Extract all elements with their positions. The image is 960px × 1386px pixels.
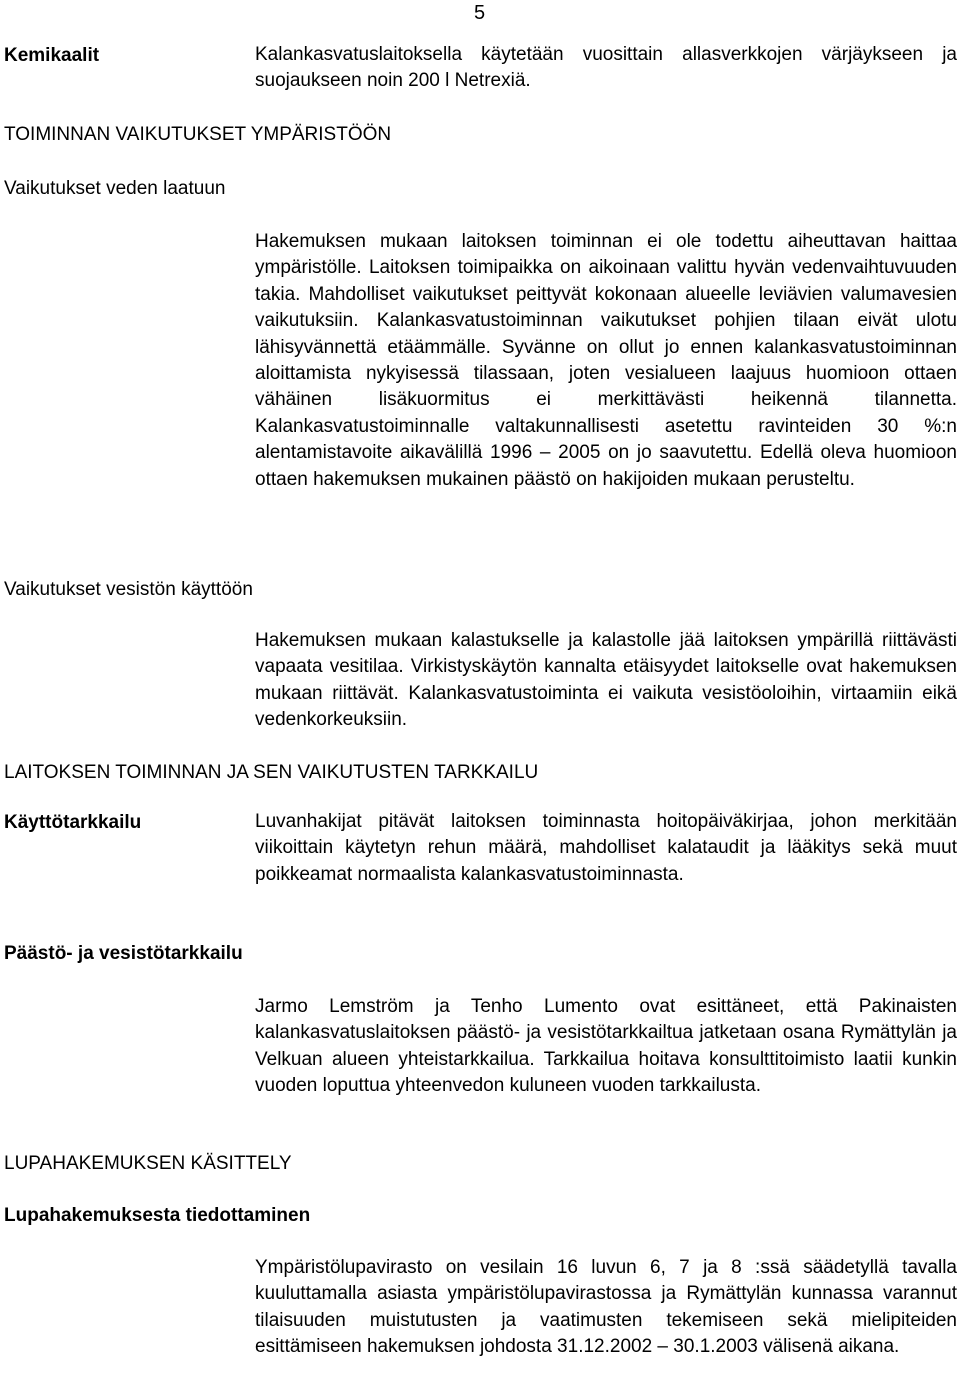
heading-kemikaalit: Kemikaalit [4, 45, 100, 66]
heading-vesiston-kayttoon: Vaikutukset vesistön käyttöön [4, 579, 253, 600]
heading-paasto-tarkkailu: Päästö- ja vesistötarkkailu [4, 943, 243, 964]
heading-veden-laatuun: Vaikutukset veden laatuun [4, 178, 226, 199]
paragraph-tiedottaminen: Ympäristölupavirasto on vesilain 16 luvun 6, 7 ja 8 :ssä säädetyllä tavalla kuuluttamalla asiasta ympäristölupavirastossa ja Rymättylän kunnassa varannut tilaisuuden muistutusten ja vaatimusten tekemiseen sekä mielipiteiden esittämiseen hakemuksen johdosta 31.12.2002 – 30.1.2003 välisenä aikana. [255, 1257, 957, 1358]
paragraph-paasto-tarkkailu: Jarmo Lemström ja Tenho Lumento ovat esittäneet, että Pakinaisten kalankasvatuslaitoksen päästö- ja vesistötarkkailtua jatketaan osana Rymättylän ja Velkuan alueen yhteistarkkailua. Tarkkailua hoitava konsulttitoimisto laatii kunkin vuoden loputtua yhteenvedon kuluneen vuoden tarkkailusta. [255, 996, 957, 1097]
paragraph-veden-laatuun: Hakemuksen mukaan laitoksen toiminnan ei ole todettu aiheuttavan haittaa ympäristölle. Laitoksen toimipaikka on aikoinaan valittu hyvän vedenvaihtuvuuden takia. Mahdolliset vaikutukset peittyvät kokonaan alueelle leviävien valumavesien vaikutuksiin. Kalankasvatustoiminnan vaikutukset pohjien tilaan eivät ulotu lähisyvännettä etäämmälle. Syvänne on ollut jo ennen kalankasvatustoiminnan aloittamista nykyisessä tilassaan, joten vesialueen laajuus huomioon ottaen vähäinen lisäkuormitus ei merkittävästi heikennä tilannetta. Kalankasvatustoiminnalle valtakunnallisesti asetettu ravinteiden 30 %:n alentamistavoite aikavälillä 1996 – 2005 on jo saavutettu. Edellä oleva huomioon ottaen hakemuksen mukainen päästö on hakijoiden mukaan perusteltu. [255, 231, 957, 490]
heading-tiedottaminen: Lupahakemuksesta tiedottaminen [4, 1205, 311, 1226]
paragraph-vesiston-kayttoon: Hakemuksen mukaan kalastukselle ja kalastolle jää laitoksen ympärillä riittävästi vapaata vesitilaa. Virkistyskäytön kannalta etäisyydet laitokselle ovat hakemuksen mukaan riittävät. Kalankasvatustoiminta ei vaikuta vesistöoloihin, virtaamiin eikä vedenkorkeuksiin. [255, 630, 957, 731]
paragraph-kemikaalit: Kalankasvatuslaitoksella käytetään vuosittain allasverkkojen värjäykseen ja suojaukseen noin 200 l Netrexiä. [255, 44, 957, 92]
heading-lupahakemuksen-kasittely: LUPAHAKEMUKSEN KÄSITTELY [4, 1153, 292, 1174]
heading-kayttotarkkailu: Käyttötarkkailu [4, 812, 142, 833]
page-number: 5 [474, 2, 486, 24]
paragraph-kayttotarkkailu: Luvanhakijat pitävät laitoksen toiminnasta hoitopäiväkirjaa, johon merkitään viikoittain käytetyn rehun määrä, mahdolliset kalataudit ja lääkitys sekä muut poikkeamat normaalista kalankasvatustoiminnasta. [255, 811, 957, 885]
heading-toiminnan-vaikutukset: TOIMINNAN VAIKUTUKSET YMPÄRISTÖÖN [4, 124, 392, 145]
heading-tarkkailu: LAITOKSEN TOIMINNAN JA SEN VAIKUTUSTEN TARKKAILU [4, 762, 539, 783]
